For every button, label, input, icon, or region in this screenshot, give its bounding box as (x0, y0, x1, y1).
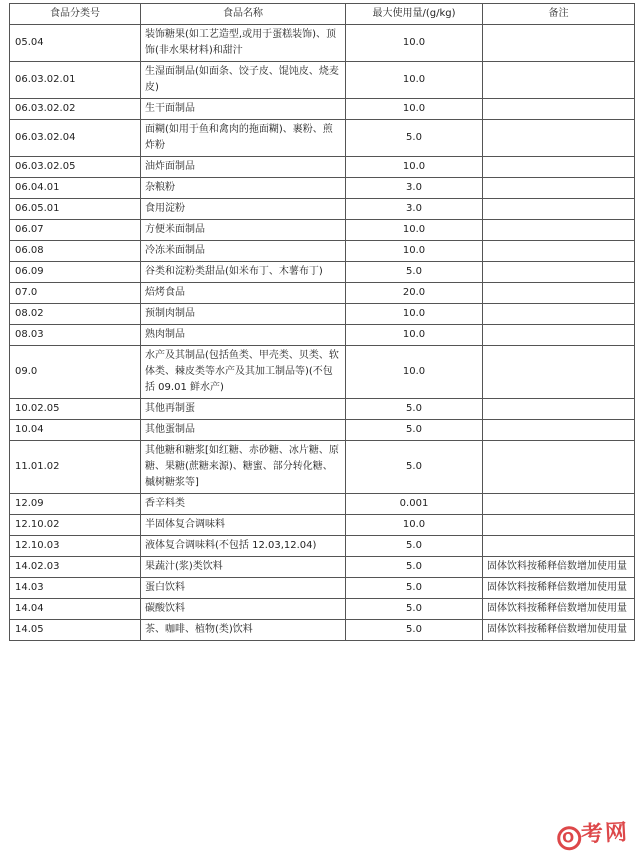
table-row (10, 515, 635, 536)
note-cell: 固体饮料按稀释倍数增加使用量 (483, 557, 635, 578)
name-cell: 生湿面制品(如面条、饺子皮、馄饨皮、烧麦皮) (141, 62, 346, 99)
name-cell: 杂粮粉 (141, 178, 346, 199)
note-cell (483, 536, 635, 557)
note-cell (483, 120, 635, 157)
note-cell (483, 220, 635, 241)
name-cell: 食用淀粉 (141, 199, 346, 220)
max-usage-cell: 10.0 (346, 325, 483, 346)
code-cell: 14.02.03 (10, 557, 141, 578)
name-cell: 装饰糖果(如工艺造型,或用于蛋糕装饰)、顶饰(非水果材料)和甜汁 (141, 25, 346, 62)
name-cell: 面糊(如用于鱼和禽肉的拖面糊)、裹粉、煎炸粉 (141, 120, 346, 157)
table-row (10, 120, 635, 157)
table-row (10, 599, 635, 620)
table-row (10, 494, 635, 515)
code-cell: 10.04 (10, 420, 141, 441)
table-row (10, 420, 635, 441)
max-usage-cell: 5.0 (346, 578, 483, 599)
note-cell (483, 178, 635, 199)
max-usage-cell: 10.0 (346, 346, 483, 399)
code-cell: 06.04.01 (10, 178, 141, 199)
code-cell: 11.01.02 (10, 441, 141, 494)
code-cell: 06.07 (10, 220, 141, 241)
note-cell (483, 25, 635, 62)
name-cell: 其他再制蛋 (141, 399, 346, 420)
watermark-text: 考网 (580, 820, 630, 848)
note-cell (483, 420, 635, 441)
code-cell: 10.02.05 (10, 399, 141, 420)
header-name: 食品名称 (141, 4, 346, 25)
header-max: 最大使用量/(g/kg) (346, 4, 483, 25)
table-row (10, 25, 635, 62)
additive-usage-table (9, 3, 635, 641)
name-cell: 焙烤食品 (141, 283, 346, 304)
max-usage-cell: 10.0 (346, 99, 483, 120)
max-usage-cell: 5.0 (346, 620, 483, 641)
code-cell: 12.10.02 (10, 515, 141, 536)
code-cell: 07.0 (10, 283, 141, 304)
max-usage-cell: 10.0 (346, 62, 483, 99)
name-cell: 水产及其制品(包括鱼类、甲壳类、贝类、软体类、棘皮类等水产及其加工制品等)(不包括 09.01 鲜水产) (141, 346, 346, 399)
note-cell (483, 515, 635, 536)
note-cell: 固体饮料按稀释倍数增加使用量 (483, 599, 635, 620)
note-cell (483, 283, 635, 304)
table-row (10, 157, 635, 178)
max-usage-cell: 10.0 (346, 157, 483, 178)
max-usage-cell: 5.0 (346, 420, 483, 441)
table-row (10, 441, 635, 494)
watermark-circle: O (557, 826, 582, 851)
table-row (10, 399, 635, 420)
code-cell: 06.03.02.02 (10, 99, 141, 120)
max-usage-cell: 20.0 (346, 283, 483, 304)
name-cell: 碳酸饮料 (141, 599, 346, 620)
code-cell: 14.05 (10, 620, 141, 641)
name-cell: 香辛料类 (141, 494, 346, 515)
table-row (10, 536, 635, 557)
max-usage-cell: 10.0 (346, 220, 483, 241)
table-header-row (10, 4, 635, 25)
name-cell: 其他蛋制品 (141, 420, 346, 441)
name-cell: 生干面制品 (141, 99, 346, 120)
name-cell: 熟肉制品 (141, 325, 346, 346)
table-row (10, 262, 635, 283)
max-usage-cell: 10.0 (346, 241, 483, 262)
max-usage-cell: 0.001 (346, 494, 483, 515)
name-cell: 半固体复合调味料 (141, 515, 346, 536)
note-cell (483, 157, 635, 178)
note-cell (483, 262, 635, 283)
table-row (10, 99, 635, 120)
name-cell: 蛋白饮料 (141, 578, 346, 599)
code-cell: 14.03 (10, 578, 141, 599)
code-cell: 05.04 (10, 25, 141, 62)
max-usage-cell: 10.0 (346, 304, 483, 325)
code-cell: 08.03 (10, 325, 141, 346)
code-cell: 06.03.02.04 (10, 120, 141, 157)
code-cell: 14.04 (10, 599, 141, 620)
name-cell: 其他糖和糖浆[如红糖、赤砂糖、冰片糖、原糖、果糖(蔗糖来源)、糖蜜、部分转化糖、槭树糖浆等] (141, 441, 346, 494)
table-row (10, 578, 635, 599)
table-row (10, 283, 635, 304)
max-usage-cell: 3.0 (346, 178, 483, 199)
note-cell (483, 241, 635, 262)
code-cell: 06.03.02.01 (10, 62, 141, 99)
note-cell (483, 494, 635, 515)
note-cell (483, 346, 635, 399)
note-cell (483, 441, 635, 494)
name-cell: 油炸面制品 (141, 157, 346, 178)
table-row (10, 62, 635, 99)
name-cell: 谷类和淀粉类甜品(如米布丁、木薯布丁) (141, 262, 346, 283)
table-row (10, 220, 635, 241)
name-cell: 冷冻米面制品 (141, 241, 346, 262)
code-cell: 06.09 (10, 262, 141, 283)
max-usage-cell: 10.0 (346, 25, 483, 62)
note-cell (483, 325, 635, 346)
note-cell (483, 99, 635, 120)
code-cell: 09.0 (10, 346, 141, 399)
max-usage-cell: 5.0 (346, 557, 483, 578)
max-usage-cell: 5.0 (346, 599, 483, 620)
note-cell (483, 399, 635, 420)
header-code: 食品分类号 (10, 4, 141, 25)
max-usage-cell: 3.0 (346, 199, 483, 220)
table-row (10, 620, 635, 641)
note-cell: 固体饮料按稀释倍数增加使用量 (483, 578, 635, 599)
table-row (10, 199, 635, 220)
max-usage-cell: 10.0 (346, 515, 483, 536)
table-row (10, 325, 635, 346)
note-cell (483, 199, 635, 220)
name-cell: 预制肉制品 (141, 304, 346, 325)
name-cell: 果蔬汁(浆)类饮料 (141, 557, 346, 578)
table-row (10, 178, 635, 199)
note-cell (483, 62, 635, 99)
table-row (10, 241, 635, 262)
note-cell (483, 304, 635, 325)
table-row (10, 346, 635, 399)
max-usage-cell: 5.0 (346, 262, 483, 283)
code-cell: 08.02 (10, 304, 141, 325)
note-cell: 固体饮料按稀释倍数增加使用量 (483, 620, 635, 641)
max-usage-cell: 5.0 (346, 399, 483, 420)
table-row (10, 557, 635, 578)
name-cell: 液体复合调味料(不包括 12.03,12.04) (141, 536, 346, 557)
max-usage-cell: 5.0 (346, 120, 483, 157)
site-watermark-logo (556, 815, 630, 851)
code-cell: 06.05.01 (10, 199, 141, 220)
additive-table-page (9, 3, 634, 641)
code-cell: 06.08 (10, 241, 141, 262)
header-note: 备注 (483, 4, 635, 25)
max-usage-cell: 5.0 (346, 536, 483, 557)
name-cell: 方便米面制品 (141, 220, 346, 241)
code-cell: 12.10.03 (10, 536, 141, 557)
code-cell: 12.09 (10, 494, 141, 515)
table-row (10, 304, 635, 325)
max-usage-cell: 5.0 (346, 441, 483, 494)
code-cell: 06.03.02.05 (10, 157, 141, 178)
name-cell: 茶、咖啡、植物(类)饮料 (141, 620, 346, 641)
